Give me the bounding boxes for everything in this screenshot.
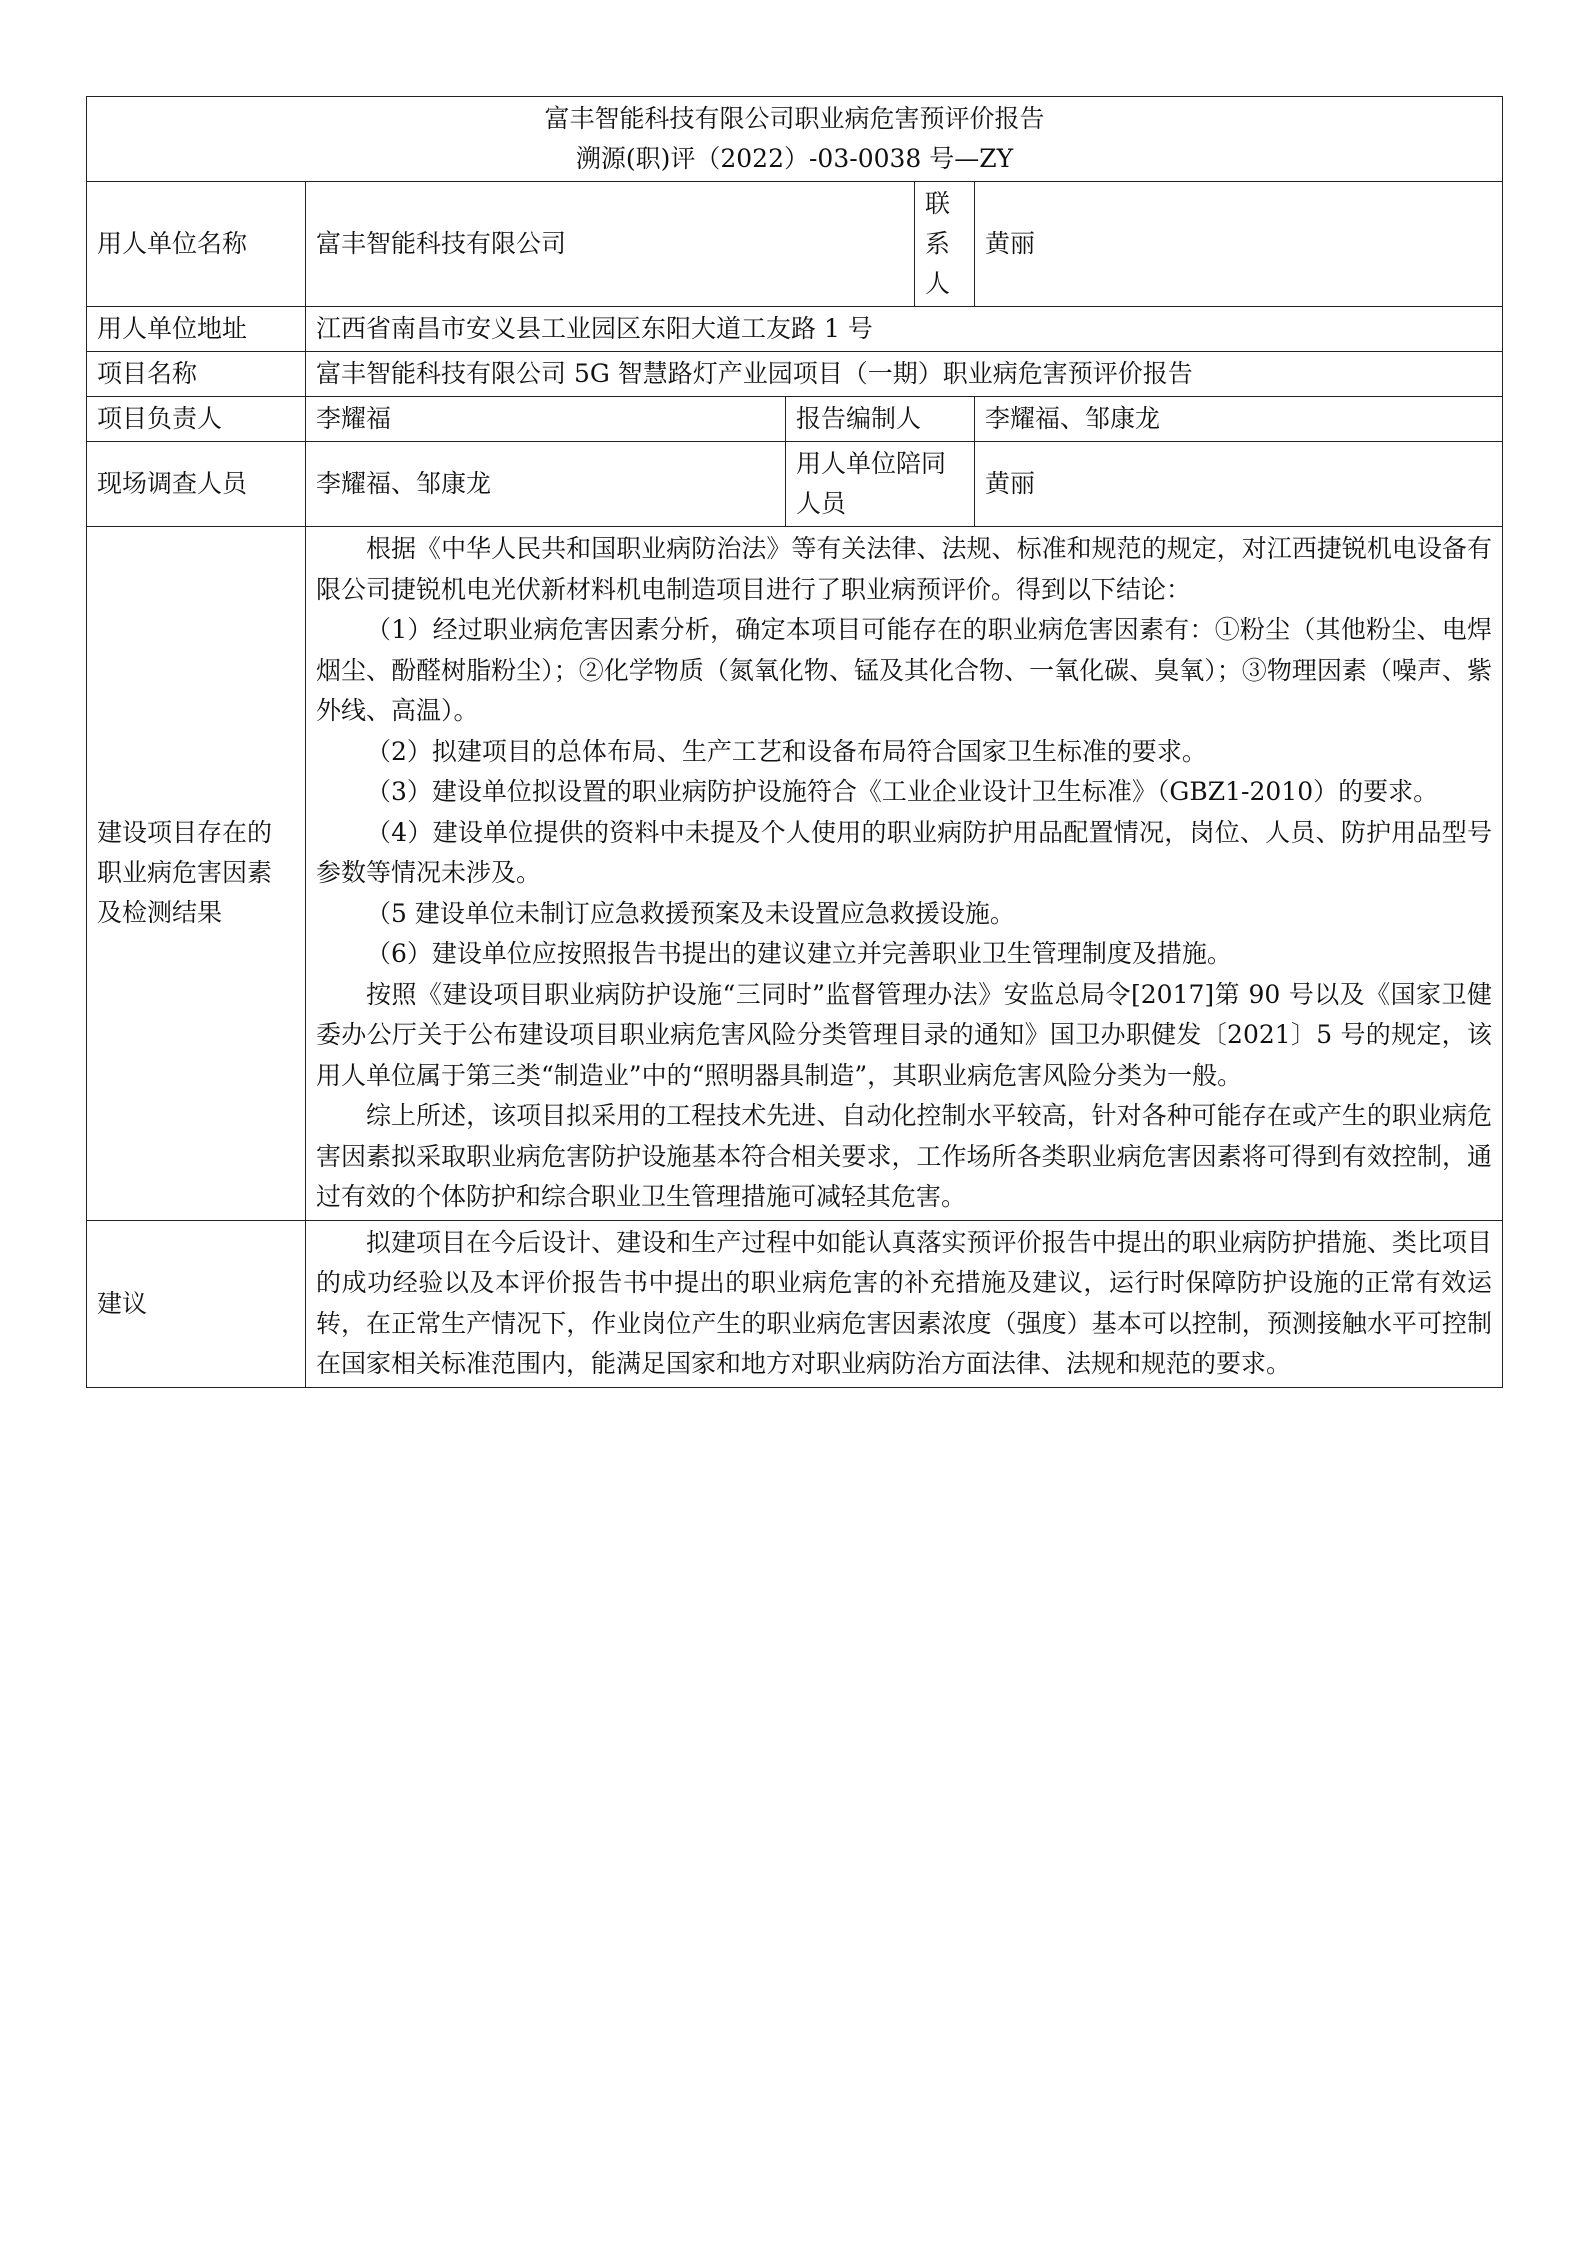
report-title: 富丰智能科技有限公司职业病危害预评价报告 (544, 104, 1045, 133)
advice-paragraph: 拟建项目在今后设计、建设和生产过程中如能认真落实预评价报告中提出的职业病防护措施、类比项目的成功经验以及本评价报告书中提出的职业病危害的补充措施及建议，运行时保障防护设施的正常有效运转，在正常生产情况下，作业岗位产生的职业病危害因素浓度（强度）基本可以控制，预测接触水平可控制在国家相关标准范围内，能满足国家和地方对职业病防治方面法律、法规和规范的要求。 (316, 1227, 1492, 1378)
survey-staff-value: 李耀福、邹康龙 (306, 442, 786, 527)
conclusion-paragraph: （5 建设单位未制订应急救援预案及未设置应急救援设施。 (366, 898, 1015, 928)
advice-row (87, 1220, 1503, 1387)
accompany-value: 黄丽 (975, 442, 1503, 527)
conclusion-paragraph: （1）经过职业病危害因素分析，确定本项目可能存在的职业病危害因素有：①粉尘（其他粉尘、电焊烟尘、酚醛树脂粉尘）；②化学物质（氮氧化物、锰及其化合物、一氧化碳、臭氧）；③物理因素（噪声、紫外线、高温）。 (316, 615, 1492, 725)
header-row (87, 97, 1503, 182)
contact-label: 联系人 (915, 182, 975, 307)
report-author-label: 报告编制人 (786, 397, 975, 442)
conclusion-paragraph: （6）建设单位应按照报告书提出的建议建立并完善职业卫生管理制度及措施。 (366, 939, 1232, 968)
conclusion-paragraph: 综上所述，该项目拟采用的工程技术先进、自动化控制水平较高，针对各种可能存在或产生的职业病危害因素拟采取职业病危害防护设施基本符合相关要求，工作场所各类职业病危害因素将可得到有效控制，通过有效的个体防护和综合职业卫生管理措施可减轻其危害。 (316, 1101, 1492, 1211)
unit-name-value: 富丰智能科技有限公司 (306, 182, 915, 307)
report-summary-table (86, 96, 1503, 1388)
conclusion-paragraph: （3）建设单位拟设置的职业病防护设施符合《工业企业设计卫生标准》（GBZ1-2010）的要求。 (366, 777, 1439, 806)
contact-value: 黄丽 (975, 182, 1503, 307)
report-number: 溯源(职)评（2022）-03-0038 号—ZY (575, 144, 1014, 173)
survey-staff-row (87, 442, 1503, 527)
project-leader-row (87, 397, 1503, 442)
address-value: 江西省南昌市安义县工业园区东阳大道工友路 1 号 (306, 307, 1503, 352)
project-leader-label: 项目负责人 (87, 397, 306, 442)
survey-staff-label: 现场调查人员 (87, 442, 306, 527)
unit-name-row (87, 182, 1503, 307)
advice-content (306, 1220, 1503, 1387)
report-author-value: 李耀福、邹康龙 (975, 397, 1503, 442)
conclusion-row (87, 527, 1503, 1221)
conclusion-content (306, 527, 1503, 1221)
conclusion-paragraph: 按照《建设项目职业病防护设施“三同时”监督管理办法》安监总局令[2017]第 90 号以及《国家卫健委办公厅关于公布建设项目职业病危害风险分类管理目录的通知》国卫办职健发〔2021〕5 号的规定，该用人单位属于第三类“制造业”中的“照明器具制造”，其职业病危害风险分类为一般。 (316, 979, 1492, 1090)
project-name-row (87, 352, 1503, 397)
accompany-label: 用人单位陪同人员 (786, 442, 975, 527)
address-row (87, 307, 1503, 352)
project-name-label: 项目名称 (87, 352, 306, 397)
address-label: 用人单位地址 (87, 307, 306, 352)
conclusion-label: 建设项目存在的职业病危害因素及检测结果 (87, 527, 306, 1221)
conclusion-paragraph: 根据《中华人民共和国职业病防治法》等有关法律、法规、标准和规范的规定，对江西捷锐机电设备有限公司捷锐机电光伏新材料机电制造项目进行了职业病预评价。得到以下结论： (316, 534, 1492, 604)
header-cell (87, 97, 1503, 182)
conclusion-paragraph: （2）拟建项目的总体布局、生产工艺和设备布局符合国家卫生标准的要求。 (366, 736, 1207, 766)
advice-label: 建议 (87, 1220, 306, 1387)
project-leader-value: 李耀福 (306, 397, 786, 442)
conclusion-paragraph: （4）建设单位提供的资料中未提及个人使用的职业病防护用品配置情况，岗位、人员、防护用品型号参数等情况未涉及。 (316, 817, 1492, 887)
unit-name-label: 用人单位名称 (87, 182, 306, 307)
project-name-value: 富丰智能科技有限公司 5G 智慧路灯产业园项目（一期）职业病危害预评价报告 (306, 352, 1503, 397)
